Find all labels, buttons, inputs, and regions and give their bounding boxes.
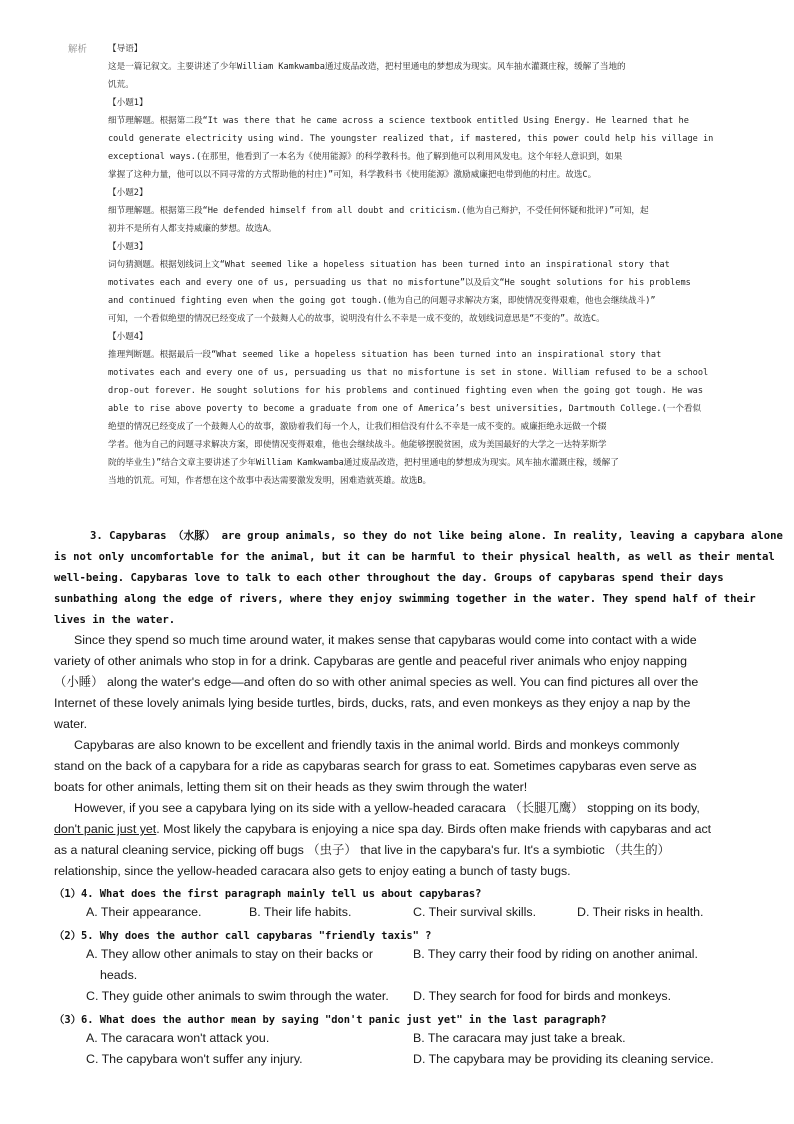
passage-line: However, if you see a capybara lying on its side with a yellow-headed caracara （长腿兀鹰） stopping on its body, (74, 801, 700, 815)
analysis-line: drop-out forever. He sought solutions for his problems and continued fighting even when the going got tough. He was (108, 386, 703, 396)
passage-line: 3. Capybaras （水豚） are group animals, so they do not like being alone. In reality, leaving a capybara alone (90, 530, 783, 542)
analysis-line: motivates each and every one of us, persuading us that no misfortune is set in stone. William refused to be a school (108, 368, 709, 378)
passage-line: stand on the back of a capybara for a ride as capybaras search for grass to eat. Sometimes capybaras even serve as (54, 759, 697, 773)
passage-paragraph-4 (54, 798, 744, 882)
question-2-stem: （2）5. Why does the author call capybaras "friendly taxis" ? (54, 930, 432, 942)
passage-line (54, 819, 744, 840)
analysis-line: 【导语】 (108, 44, 143, 54)
analysis-line: 【小题4】 (108, 332, 148, 342)
q2-option-a[interactable]: A. They allow other animals to stay on their backs or (86, 947, 373, 961)
analysis-line: 【小题1】 (108, 98, 148, 108)
q1-option-c[interactable]: C. Their survival skills. (413, 905, 537, 919)
passage-paragraph-3 (54, 735, 744, 798)
passage-line: variety of other animals who stop in for a drink. Capybaras are gentle and peaceful river animals who enjoy napping (54, 654, 687, 668)
analysis-line: 初并不是所有人都支持威廉的梦想。故选A。 (108, 224, 277, 234)
q2-option-c[interactable]: C. They guide other animals to swim through the water. (86, 989, 389, 1003)
passage-line: relationship, since the yellow-headed caracara also gets to enjoy eating a bunch of tasty bugs. (54, 864, 571, 878)
analysis-block (108, 40, 728, 490)
passage-paragraph-1 (54, 526, 783, 631)
analysis-line: 词句猜测题。根据划线词上文“What seemed like a hopeless situation has been turned into an inspirational story that (108, 260, 670, 270)
analysis-line: 推理判断题。根据最后一段“What seemed like a hopeless situation has been turned into an inspirational story that (108, 350, 662, 360)
underlined-phrase: don't panic just yet (54, 822, 157, 836)
passage-line: water. (54, 717, 88, 731)
analysis-line: 这是一篇记叙文。主要讲述了少年William Kamkwamba通过废品改造，把村里通电的梦想成为现实。风车抽水灌溉庄稼，缓解了当地的 (108, 62, 626, 72)
analysis-line: motivates each and every one of us, persuading us that no misfortune”以及后文“He sought solutions for his problems (108, 278, 691, 288)
q1-option-b[interactable]: B. Their life habits. (249, 905, 352, 919)
analysis-line: 绝望的情况已经变成了一个鼓舞人心的故事，激励着我们每一个人，让我们相信没有什么不幸是一成不变的。威廉拒绝永远做一个辍 (108, 422, 607, 432)
analysis-line: 掌握了这种力量，他可以以不同寻常的方式帮助他的村庄)”可知，科学教科书《使用能源》激励威廉把电带到他的村庄。故选C。 (108, 170, 597, 180)
analysis-line: exceptional ways.(在那里，他看到了一本名为《使用能源》的科学教科书。他了解到他可以利用风发电。这个年轻人意识到，如果 (108, 152, 623, 162)
analysis-line: 【小题2】 (108, 188, 148, 198)
analysis-line: 细节理解题。根据第三段“He defended himself from all doubt and criticism.(他为自己辩护，不受任何怀疑和批评)”可知，起 (108, 206, 649, 216)
q2-option-b[interactable]: B. They carry their food by riding on another animal. (413, 947, 698, 961)
analysis-line: 学者。他为自己的问题寻求解决方案，即使情况变得艰难，他也会继续战斗。他能够摆脱贫困，成为美国最好的大学之一达特茅斯学 (108, 440, 607, 450)
passage-line: well-being. Capybaras love to talk to each other throughout the day. Groups of capybaras spend their days (54, 572, 724, 584)
passage-line: （小睡） along the water's edge—and often do so with other animal species as well. You can find pictures all over the (54, 675, 699, 689)
analysis-line: 可知，一个看似绝望的情况已经变成了一个鼓舞人心的故事，说明没有什么不幸是一成不变的，故划线词意思是“不变的”。故选C。 (108, 314, 605, 324)
analysis-line: and continued fighting even when the going got tough.(他为自己的问题寻求解决方案，即使情况变得艰难，他也会继续战斗)” (108, 296, 656, 306)
passage-line: lives in the water. (54, 614, 176, 626)
q1-option-d[interactable]: D. Their risks in health. (577, 905, 704, 919)
passage-line: sunbathing along the edge of rivers, where they enjoy swimming together in the water. They spend half of their (54, 593, 756, 605)
analysis-line: 院的毕业生)”结合文章主要讲述了少年William Kamkwamba通过废品改造，把村里通电的梦想成为现实。风车抽水灌溉庄稼，缓解了 (108, 458, 619, 468)
passage-line: Capybaras are also known to be excellent and friendly taxis in the animal world. Birds and monkeys commonly (74, 738, 680, 752)
analysis-line: could generate electricity using wind. The youngster realized that, if mastered, this power could help his village in (108, 134, 714, 144)
passage-line: Internet of these lovely animals lying beside turtles, birds, ducks, rats, and even monkeys as they enjoy a nap by the (54, 696, 691, 710)
q2-option-a-continued[interactable]: heads. (100, 968, 138, 982)
analysis-line: 细节理解题。根据第二段“It was there that he came across a science textbook entitled Using Energy. He learned that he (108, 116, 689, 126)
analysis-line: 饥荒。 (108, 80, 134, 90)
passage-line: Since they spend so much time around water, it makes sense that capybaras would come into contact with a wide (74, 633, 697, 647)
q1-option-a[interactable]: A. Their appearance. (86, 905, 202, 919)
passage-paragraph-2 (54, 630, 744, 735)
q3-option-c[interactable]: C. The capybara won't suffer any injury. (86, 1052, 303, 1066)
q2-option-d[interactable]: D. They search for food for birds and monkeys. (413, 989, 672, 1003)
q3-option-d[interactable]: D. The capybara may be providing its cleaning service. (413, 1052, 714, 1066)
passage-line: boats for other animals, letting them sit on their heads as they swim through the water! (54, 780, 528, 794)
analysis-line: 【小题3】 (108, 242, 148, 252)
q3-option-b[interactable]: B. The caracara may just take a break. (413, 1031, 626, 1045)
analysis-line: 当地的饥荒。可知，作者想在这个故事中表达需要激发发明，困难造就英雄。故选B。 (108, 476, 432, 486)
question-3-stem: （3）6. What does the author mean by saying "don't panic just yet" in the last paragraph? (54, 1014, 607, 1026)
q3-option-a[interactable]: A. The caracara won't attack you. (86, 1031, 270, 1045)
question-1-stem: （1）4. What does the first paragraph mainly tell us about capybaras? (54, 888, 482, 900)
passage-line-rest: . Most likely the capybara is enjoying a nice spa day. Birds often make friends with capybaras and act (156, 822, 712, 836)
analysis-line: able to rise above poverty to become a graduate from one of America’s best universities, Dartmouth College.(一个看似 (108, 404, 702, 414)
passage-line: as a natural cleaning service, picking off bugs （虫子） that live in the capybara's fur. It's a symbiotic （共生的） (54, 843, 671, 857)
analysis-tag: 解析 (68, 44, 88, 55)
passage-line: is not only uncomfortable for the animal, but it can be harmful to their physical health, as well as their mental (54, 551, 775, 563)
